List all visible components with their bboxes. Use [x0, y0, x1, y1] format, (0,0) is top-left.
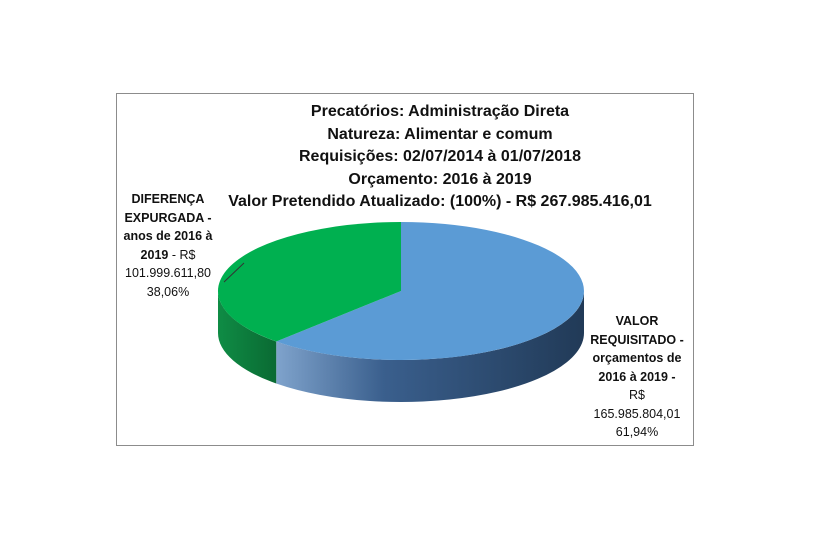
label-right-value: 165.985.804,01: [593, 406, 681, 421]
label-left-line-1: DIFERENÇA: [131, 192, 205, 206]
label-left-line-2: EXPURGADA -: [124, 210, 212, 225]
label-left-percent: 38,06%: [146, 284, 190, 299]
label-right-currency: R$: [629, 388, 645, 402]
label-right-line-2: REQUISITADO -: [590, 332, 684, 347]
title-line-3: Requisições: 02/07/2014 à 01/07/2018: [299, 148, 581, 165]
title-line-1: Precatórios: Administração Direta: [310, 103, 570, 120]
label-right-line-4: 2016 à 2019 -: [598, 369, 676, 384]
title-line-5: Valor Pretendido Atualizado: (100%) - R$ 267.985.416,01: [228, 193, 652, 210]
label-right-line-3: orçamentos de: [592, 351, 682, 365]
title-line-4: Orçamento: 2016 à 2019: [348, 170, 532, 188]
label-left-value: 101.999.611,80: [125, 266, 211, 280]
label-left-line-4-bold: 2019: [140, 247, 169, 262]
label-right-percent: 61,94%: [615, 425, 659, 439]
label-right-line-1: VALOR: [615, 314, 659, 328]
data-label-difference: [114, 190, 222, 301]
label-left-line-4-normal: - R$: [168, 247, 196, 262]
data-label-requested: [578, 312, 696, 442]
label-left-line-3: anos de 2016 à: [123, 229, 213, 243]
title-line-2: Natureza: Alimentar e comum: [327, 125, 553, 143]
